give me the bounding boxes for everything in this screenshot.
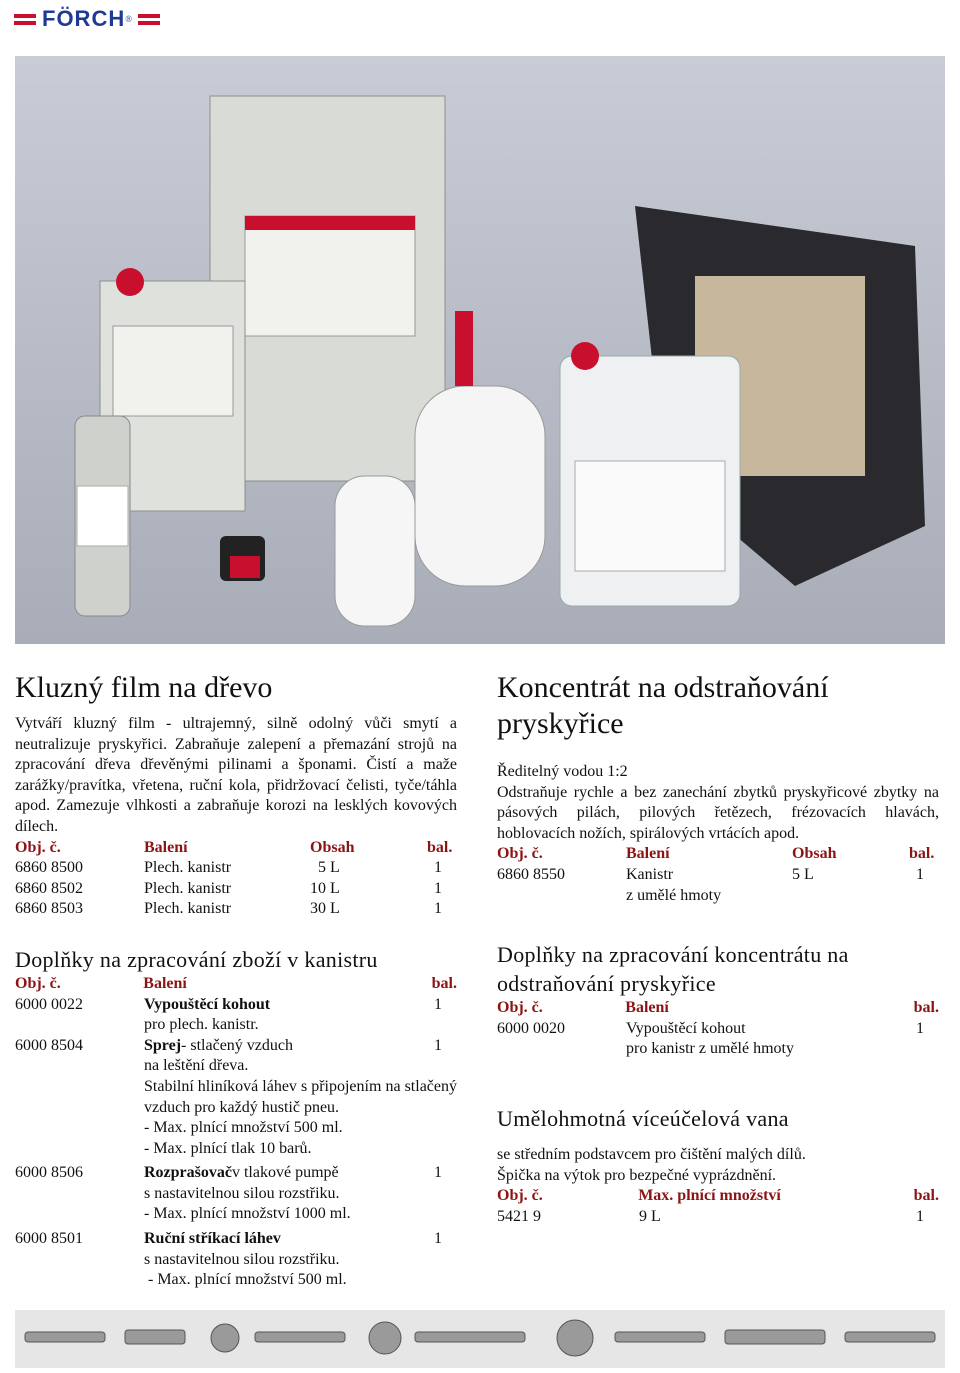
order-no: 6000 8501 (15, 1230, 83, 1248)
resin-remover-description: Odstraňuje rychle a bez zanechání zbytků pryskyřicové zbytky na pásových pilách, pilových řetězech, frézovacích hlavách, hoblovacích nožích, spirálových vrtácích apod. (497, 783, 939, 842)
product-name: Vypouštěcí kohout (144, 995, 271, 1013)
tools-strip-image (15, 1310, 945, 1368)
table-row (497, 1019, 939, 1040)
product-detail: pro kanistr z umělé hmoty (626, 1040, 794, 1058)
accessory-item (15, 995, 457, 1036)
pack-qty: 1 (434, 995, 442, 1013)
order-no: 6860 8500 (15, 859, 83, 877)
table-row (497, 865, 939, 886)
product-name: Sprej (144, 1036, 182, 1054)
logo-stripes-left (14, 14, 36, 25)
header-pack-qty: bal. (913, 1187, 939, 1205)
product-detail: - Max. plnící množství 500 ml. (144, 1271, 347, 1289)
product-name: Ruční stříkací láhev (144, 1230, 281, 1248)
order-no: 6000 8504 (15, 1036, 83, 1054)
pump-sprayer-image (415, 386, 545, 586)
pack-qty: 1 (434, 900, 442, 918)
slide-film-description: Vytváří kluzný film - ultrajemný, silně odolný vůči smytí a neutralizuje pryskyřici. Zabraňuje zalepení a přemazání strojů na zpracování dřeva dřevěnými pilinami a šponami. Čistí a maže zarážky/pravítka, vřetena, ruční kola, přidržovací čelisti, tyče/táhla apod. Zamezuje vlhkosti a zabraňuje korozi na lesklých kovových dílech. (15, 715, 457, 835)
order-no: 6000 0022 (15, 995, 83, 1013)
content: 5 L (792, 865, 814, 883)
table-row (15, 899, 457, 920)
spray-bottle-image (335, 476, 415, 626)
pack-qty: 1 (434, 1230, 442, 1248)
header-content: Obsah (792, 845, 837, 863)
order-no: 6860 8550 (497, 865, 565, 883)
dilution-note: Ředitelný vodou 1:2 (497, 763, 628, 780)
header-packaging: Balení (626, 845, 670, 863)
header-packaging: Balení (143, 974, 187, 992)
accessories-header (497, 998, 939, 1019)
product-photo (15, 56, 945, 644)
order-no: 6860 8503 (15, 900, 83, 918)
pack-qty: 1 (434, 859, 442, 877)
product-name-rest: - stlačený vzduch (181, 1036, 293, 1054)
pack-qty: 1 (916, 1019, 924, 1037)
packaging: Plech. kanistr (144, 900, 232, 918)
content: 10 L (310, 879, 340, 897)
right-column (497, 670, 939, 1227)
packaging: Kanistr (626, 865, 674, 883)
left-column (15, 670, 457, 1291)
logo-registered: ® (125, 14, 133, 24)
section-title-accessories-concentrate: Doplňky na zpracování koncentrátu na odstraňování pryskyřice (497, 942, 849, 997)
header-order-no: Obj. č. (15, 974, 61, 992)
product-detail: - Max. plnící množství 500 ml. (144, 1119, 343, 1137)
pack-qty: 1 (434, 879, 442, 897)
product-detail: na leštění dřeva. (144, 1057, 249, 1075)
packaging-detail: z umělé hmoty (626, 886, 722, 904)
order-no: 5421 9 (497, 1207, 541, 1225)
tray-description-2: Špička na výtok pro bezpečné vyprázdnění. (497, 1166, 777, 1184)
header-pack-qty: bal. (431, 974, 457, 992)
table-row (497, 1207, 939, 1228)
header-pack-qty: bal. (909, 845, 935, 863)
product-name: Rozprašovač (144, 1164, 232, 1182)
product-detail: Stabilní hliníková láhev s připojením na stlačený vzduch pro každý hustič pneu. (144, 1077, 457, 1116)
section-title-accessories-canister: Doplňky na zpracování zboží v kanistru (15, 946, 378, 972)
header (0, 0, 960, 40)
product-name-rest: v tlakové pumpě (231, 1164, 339, 1182)
accessory-item (15, 1036, 457, 1160)
content: 30 L (310, 900, 340, 918)
header-pack-qty: bal. (427, 838, 453, 856)
accessory-item (15, 1229, 457, 1291)
product-detail: - Max. plnící tlak 10 barů. (144, 1139, 312, 1157)
header-order-no: Obj. č. (497, 999, 543, 1017)
section-title-resin-remover: Koncentrát na odstraňování pryskyřice (497, 671, 829, 740)
pack-qty: 1 (916, 1207, 924, 1225)
packaging: Plech. kanistr (144, 879, 232, 897)
table-row (15, 879, 457, 900)
order-no: 6860 8502 (15, 879, 83, 897)
table-header (15, 838, 457, 859)
header-max-capacity: Max. plnící množství (638, 1187, 781, 1205)
header-pack-qty: bal. (913, 999, 939, 1017)
order-no: 6000 0020 (497, 1019, 565, 1037)
pack-qty: 1 (434, 1036, 442, 1054)
header-order-no: Obj. č. (497, 1187, 543, 1205)
table-header (497, 844, 939, 865)
header-order-no: Obj. č. (497, 845, 543, 863)
order-no: 6000 8506 (15, 1164, 83, 1182)
logo-text: FÖRCH (42, 6, 126, 31)
brand-logo (14, 6, 160, 32)
section-title-tray: Umělohmotná víceúčelová vana (497, 1105, 789, 1131)
product-detail: s nastavitelnou silou rozstřiku. (144, 1250, 340, 1268)
logo-stripes-right (138, 14, 160, 25)
header-packaging: Balení (144, 838, 188, 856)
accessories-header (15, 974, 457, 995)
pack-qty: 1 (434, 1164, 442, 1182)
tray-description-1: se středním podstavcem pro čištění malých dílů. (497, 1145, 806, 1163)
product-name: Vypouštěcí kohout (626, 1019, 746, 1037)
table-header (497, 1186, 939, 1207)
section-title-slide-film: Kluzný film na dřevo (15, 671, 273, 704)
product-detail: - Max. plnící množství 1000 ml. (144, 1205, 351, 1223)
product-detail: s nastavitelnou silou rozstřiku. (144, 1184, 340, 1202)
max-capacity: 9 L (639, 1207, 661, 1225)
product-detail: pro plech. kanistr. (144, 1016, 259, 1034)
table-row (15, 858, 457, 879)
header-packaging: Balení (625, 999, 669, 1017)
content: 5 L (318, 859, 340, 877)
packaging: Plech. kanistr (144, 859, 232, 877)
header-content: Obsah (310, 838, 355, 856)
accessory-item (15, 1163, 457, 1225)
header-order-no: Obj. č. (15, 838, 61, 856)
pack-qty: 1 (916, 865, 924, 883)
